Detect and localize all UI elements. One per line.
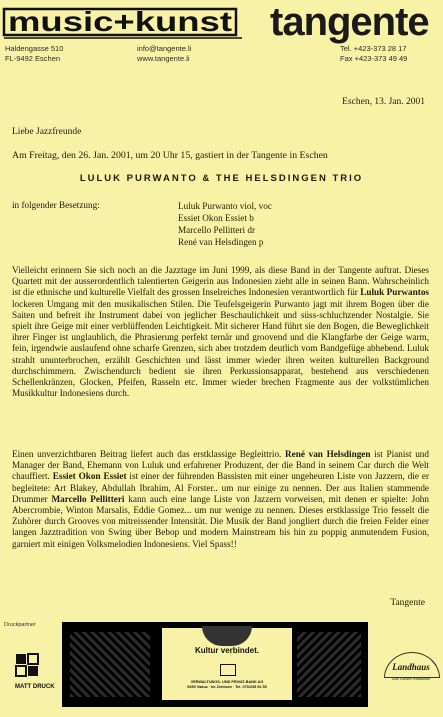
date-line: Eschen, 13. Jan. 2001: [342, 97, 425, 107]
music-kunst-logo: [4, 5, 244, 42]
landhaus-logo: [384, 652, 438, 686]
paragraph-text: kann auch eine lange Liste von Jazzern vorweisen, mit denen er spielte: John Abercrombie, Winton Marsalis, Eddie Gomez... um nur wenige zu nennen. Dieses erstklassige Trio fesselt die Zuhörer durch Grooves von mitreissender Intensität. Die Musik der Band jongliert durch die freien Felder einer langen Jazztradition von Swing über Bebop und modern Mainstream bis hin zu poppig anmutendem Fusion, garniert mit einigen Volksmelodien Indonesiens. Viel Spass!!: [12, 493, 429, 549]
matt-druck-logo: [14, 650, 55, 694]
landhaus-name: Landhaus: [392, 662, 430, 672]
lineup-item: Marcello Pellitteri dr: [178, 225, 256, 235]
logo-text: music+kunst: [8, 6, 232, 37]
lineup-item: Essiet Okon Essiet b: [178, 213, 254, 223]
paragraph-bold: René van Helsdingen: [285, 449, 371, 459]
banner-panel: [162, 628, 292, 700]
landhaus-sub: Zum Ochsen Restaurant: [391, 677, 431, 681]
bank-address: 9490 Vaduz · Im Zentrum · Tel. 075/235 66 55: [187, 685, 267, 689]
band-title: LULUK PURWANTO & THE HELSDINGEN TRIO: [79, 173, 364, 184]
paragraph-2: [12, 449, 429, 550]
paragraph-text: lockeren Umgang mit den musikalischen Stilen. Die Teufelsgeigerin Purwanto jagt mit ihrem Bogen über die Saiten und befreit ihr Instrument dabei von jeglicher Beschaulichkeit und süss-schluchzender Nostalgie. Sie spielt ihre Geige mit einer verblüffenden Leichtigkeit. Mit sicherer Hand führt sie den Bogen, die Beweglichkeit ihrer Finger ist unglaublich, die Phrasierung perfekt ternär und groovend und die Klangfarbe der Geige warm, fein, irgendwie auslaufend ohne scharfe Grenzen, sich aber trotzdem deutlich vom Bandgefüge abhebend. Luluk strahlt ununterbrochen, erzählt Geschichten und lässt immer wieder ihren weiten kulturellen Background durchschimmern. Zwischendurch bedient sie ihren Perkussionsapparat, bestehend aus verschiedenen Schellenkränzen, Glocken, Pfeifen, Rasseln etc. Immer wieder brechen Fragmente aus der volkstümlichen Musikkultur Indonesiens durch.: [12, 298, 429, 399]
address-line: FL-9492 Eschen: [5, 54, 61, 63]
phone-text: Tel. +423-373 28 17: [340, 44, 407, 53]
bank-info: [162, 680, 292, 690]
lineup-item: Luluk Purwanto viol, voc: [178, 201, 272, 211]
face-image: [202, 626, 252, 646]
lineup-item: René van Helsdingen p: [178, 237, 264, 247]
banner-image-right: [297, 632, 361, 697]
banner-image-left: [70, 632, 150, 697]
lineup-list: [178, 200, 272, 248]
druckpartner-label: Druckpartner: [4, 622, 36, 628]
paragraph-bold: Essiet Okon Essiet: [52, 471, 127, 482]
paragraph-text: Einen unverzichtbaren Beitrag liefert auch das erstklassige Begleittrio.: [12, 449, 286, 459]
tangente-logo: tangente: [270, 0, 429, 44]
paragraph-bold: Luluk Purwantos: [360, 287, 429, 298]
intro-line: Am Freitag, den 26. Jan. 2001, um 20 Uhr 15, gastiert in der Tangente in Eschen: [12, 150, 328, 161]
sponsor-banner: [62, 622, 368, 707]
paragraph-1: [12, 265, 429, 399]
bank-name: VERWALTUNGS- UND PRIVAT-BANK AG: [190, 680, 264, 684]
web-block: [137, 44, 191, 64]
address-line: Haldengasse 510: [5, 44, 64, 53]
paragraph-text: ist Pianist und Manager der Band, Ehemann von Luluk und erfahrener Produzent, der die Band in seinem Car durch die Welt chauffiert.: [12, 449, 429, 482]
lineup-label: in folgender Besetzung:: [12, 200, 100, 210]
paragraph-text: Vielleicht erinnern Sie sich noch an die Jazztage im Juni 1999, als diese Band in der Tangente auftrat. Dieses Quartett mit der ausserordentlich talentierten Geigerin aus Indonesien zieht alle in seinen Bann. Wahrscheinlich ist die ethnische und kulturelle Vielfalt des grossen Inselreiches Indonesien verantwortlich für: [12, 265, 429, 298]
email-text: info@tangente.li: [137, 44, 192, 53]
greeting: Liebe Jazzfreunde: [12, 127, 82, 137]
kultur-slogan: Kultur verbindet.: [194, 646, 259, 655]
paragraph-text: ist einer der führenden Bassisten mit einer ungeheuren Liste von Jazzern, die er begleitete: Art Blakey, Abdullah Ibrahim, Al Forster.. um nur einige zu nennen. Der aus Italien stammende Drummer: [12, 471, 430, 504]
fax-text: Fax +423-373 49 49: [340, 54, 408, 63]
signature: Tangente: [390, 598, 425, 608]
phone-block: [340, 44, 407, 64]
website-text: www.tangente.li: [137, 54, 190, 63]
paragraph-bold: Marcello Pellitteri: [51, 493, 125, 504]
address-block: [5, 44, 63, 64]
bank-emblem-icon: [220, 664, 236, 676]
druck-logo-text: MATT DRUCK: [15, 684, 55, 690]
